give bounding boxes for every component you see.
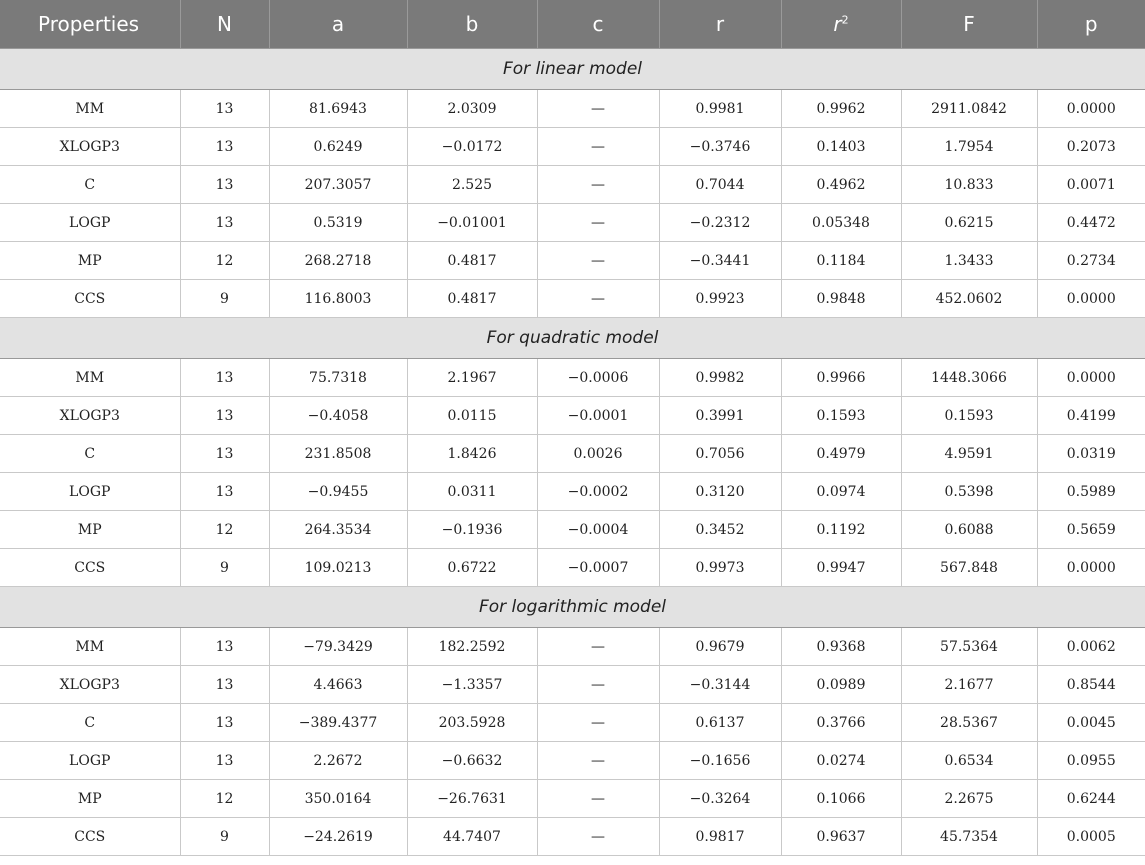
cell-f: 567.848 — [901, 549, 1037, 587]
header-n: N — [180, 0, 269, 49]
cell-r-squared: 0.9637 — [781, 818, 901, 856]
cell-properties: XLOGP3 — [0, 128, 180, 166]
cell-r: 0.9817 — [659, 818, 781, 856]
table-row — [0, 128, 1145, 166]
cell-a: 0.5319 — [269, 204, 407, 242]
cell-f: 28.5367 — [901, 704, 1037, 742]
cell-r: 0.7056 — [659, 435, 781, 473]
cell-r-squared: 0.0974 — [781, 473, 901, 511]
cell-f: 2.1677 — [901, 666, 1037, 704]
cell-c: — — [537, 818, 659, 856]
cell-properties: MP — [0, 242, 180, 280]
cell-c: — — [537, 742, 659, 780]
cell-p: 0.4199 — [1037, 397, 1145, 435]
cell-r: −0.2312 — [659, 204, 781, 242]
cell-b: −0.1936 — [407, 511, 537, 549]
cell-r: 0.9679 — [659, 628, 781, 666]
cell-b: −26.7631 — [407, 780, 537, 818]
cell-p: 0.4472 — [1037, 204, 1145, 242]
cell-r: 0.3120 — [659, 473, 781, 511]
cell-p: 0.0005 — [1037, 818, 1145, 856]
cell-r: 0.9973 — [659, 549, 781, 587]
cell-n: 13 — [180, 204, 269, 242]
cell-properties: LOGP — [0, 473, 180, 511]
cell-c: — — [537, 704, 659, 742]
table-header — [0, 0, 1145, 49]
cell-r: 0.3991 — [659, 397, 781, 435]
cell-b: 203.5928 — [407, 704, 537, 742]
cell-b: 2.0309 — [407, 90, 537, 128]
table-row — [0, 780, 1145, 818]
table-row — [0, 742, 1145, 780]
cell-f: 1.3433 — [901, 242, 1037, 280]
cell-r-squared: 0.1184 — [781, 242, 901, 280]
header-r: r — [659, 0, 781, 49]
cell-f: 1448.3066 — [901, 359, 1037, 397]
cell-a: 231.8508 — [269, 435, 407, 473]
cell-c: — — [537, 242, 659, 280]
cell-r: −0.3264 — [659, 780, 781, 818]
cell-f: 2911.0842 — [901, 90, 1037, 128]
cell-c: −0.0004 — [537, 511, 659, 549]
cell-r: −0.1656 — [659, 742, 781, 780]
cell-c: — — [537, 90, 659, 128]
cell-f: 0.5398 — [901, 473, 1037, 511]
cell-n: 13 — [180, 128, 269, 166]
cell-properties: CCS — [0, 549, 180, 587]
cell-p: 0.8544 — [1037, 666, 1145, 704]
cell-p: 0.0071 — [1037, 166, 1145, 204]
cell-f: 2.2675 — [901, 780, 1037, 818]
cell-a: −0.9455 — [269, 473, 407, 511]
cell-b: 0.0311 — [407, 473, 537, 511]
section-header-row — [0, 49, 1145, 90]
cell-f: 0.6534 — [901, 742, 1037, 780]
cell-c: 0.0026 — [537, 435, 659, 473]
cell-r: 0.6137 — [659, 704, 781, 742]
cell-p: 0.0319 — [1037, 435, 1145, 473]
cell-b: −0.01001 — [407, 204, 537, 242]
cell-a: 264.3534 — [269, 511, 407, 549]
header-properties: Properties — [0, 0, 180, 49]
cell-p: 0.0000 — [1037, 549, 1145, 587]
table-row — [0, 397, 1145, 435]
table-row — [0, 359, 1145, 397]
table-row — [0, 549, 1145, 587]
cell-a: −0.4058 — [269, 397, 407, 435]
cell-b: 2.1967 — [407, 359, 537, 397]
cell-p: 0.5989 — [1037, 473, 1145, 511]
cell-n: 13 — [180, 359, 269, 397]
cell-p: 0.5659 — [1037, 511, 1145, 549]
section-header-row — [0, 318, 1145, 359]
cell-b: 0.4817 — [407, 242, 537, 280]
cell-n: 13 — [180, 166, 269, 204]
cell-r-squared: 0.9368 — [781, 628, 901, 666]
cell-n: 9 — [180, 549, 269, 587]
table-row — [0, 704, 1145, 742]
section-title: For linear model — [0, 49, 1145, 90]
cell-b: −0.0172 — [407, 128, 537, 166]
cell-n: 13 — [180, 628, 269, 666]
cell-a: −24.2619 — [269, 818, 407, 856]
cell-properties: CCS — [0, 818, 180, 856]
cell-a: 2.2672 — [269, 742, 407, 780]
cell-a: 81.6943 — [269, 90, 407, 128]
table-row — [0, 280, 1145, 318]
cell-r-squared: 0.4962 — [781, 166, 901, 204]
cell-r: 0.9982 — [659, 359, 781, 397]
cell-c: — — [537, 280, 659, 318]
section-title: For logarithmic model — [0, 587, 1145, 628]
header-r-squared-symbol: r — [833, 12, 842, 36]
cell-f: 1.7954 — [901, 128, 1037, 166]
cell-c: −0.0006 — [537, 359, 659, 397]
cell-f: 45.7354 — [901, 818, 1037, 856]
section-header-row — [0, 587, 1145, 628]
cell-n: 12 — [180, 511, 269, 549]
cell-c: — — [537, 128, 659, 166]
cell-f: 57.5364 — [901, 628, 1037, 666]
cell-n: 13 — [180, 704, 269, 742]
cell-n: 12 — [180, 780, 269, 818]
cell-p: 0.0062 — [1037, 628, 1145, 666]
cell-b: −1.3357 — [407, 666, 537, 704]
cell-a: 109.0213 — [269, 549, 407, 587]
header-r-squared — [781, 0, 901, 49]
cell-n: 13 — [180, 435, 269, 473]
cell-c: — — [537, 628, 659, 666]
section-title: For quadratic model — [0, 318, 1145, 359]
table-row — [0, 628, 1145, 666]
cell-properties: C — [0, 704, 180, 742]
cell-properties: XLOGP3 — [0, 397, 180, 435]
table-row — [0, 473, 1145, 511]
cell-properties: C — [0, 435, 180, 473]
header-a: a — [269, 0, 407, 49]
cell-p: 0.2734 — [1037, 242, 1145, 280]
cell-a: 268.2718 — [269, 242, 407, 280]
cell-n: 13 — [180, 742, 269, 780]
cell-f: 452.0602 — [901, 280, 1037, 318]
cell-n: 9 — [180, 280, 269, 318]
cell-r: 0.9981 — [659, 90, 781, 128]
table-row — [0, 511, 1145, 549]
cell-properties: MP — [0, 511, 180, 549]
cell-properties: MP — [0, 780, 180, 818]
cell-r-squared: 0.05348 — [781, 204, 901, 242]
cell-a: 116.8003 — [269, 280, 407, 318]
cell-r-squared: 0.4979 — [781, 435, 901, 473]
cell-p: 0.0000 — [1037, 359, 1145, 397]
cell-p: 0.0045 — [1037, 704, 1145, 742]
cell-r-squared: 0.1066 — [781, 780, 901, 818]
cell-f: 0.6215 — [901, 204, 1037, 242]
cell-r-squared: 0.9966 — [781, 359, 901, 397]
table-body — [0, 49, 1145, 856]
header-row — [0, 0, 1145, 49]
cell-c: −0.0007 — [537, 549, 659, 587]
table-row — [0, 242, 1145, 280]
cell-r-squared: 0.1192 — [781, 511, 901, 549]
cell-r-squared: 0.3766 — [781, 704, 901, 742]
cell-a: −389.4377 — [269, 704, 407, 742]
cell-properties: LOGP — [0, 204, 180, 242]
cell-b: 182.2592 — [407, 628, 537, 666]
cell-b: 0.4817 — [407, 280, 537, 318]
cell-r: −0.3144 — [659, 666, 781, 704]
cell-b: 1.8426 — [407, 435, 537, 473]
cell-b: 0.0115 — [407, 397, 537, 435]
cell-r: 0.7044 — [659, 166, 781, 204]
table-row — [0, 435, 1145, 473]
cell-p: 0.6244 — [1037, 780, 1145, 818]
cell-r: −0.3441 — [659, 242, 781, 280]
cell-p: 0.0000 — [1037, 280, 1145, 318]
cell-c: — — [537, 666, 659, 704]
cell-f: 10.833 — [901, 166, 1037, 204]
cell-n: 12 — [180, 242, 269, 280]
cell-r-squared: 0.1403 — [781, 128, 901, 166]
table-row — [0, 166, 1145, 204]
cell-a: 75.7318 — [269, 359, 407, 397]
header-c: c — [537, 0, 659, 49]
cell-p: 0.0955 — [1037, 742, 1145, 780]
table-row — [0, 666, 1145, 704]
cell-f: 0.1593 — [901, 397, 1037, 435]
cell-c: — — [537, 204, 659, 242]
header-p: p — [1037, 0, 1145, 49]
cell-a: 4.4663 — [269, 666, 407, 704]
cell-b: 0.6722 — [407, 549, 537, 587]
cell-c: — — [537, 780, 659, 818]
header-b: b — [407, 0, 537, 49]
cell-c: −0.0001 — [537, 397, 659, 435]
cell-r: −0.3746 — [659, 128, 781, 166]
header-r-squared-exponent: 2 — [841, 13, 849, 27]
cell-n: 13 — [180, 90, 269, 128]
cell-b: 44.7407 — [407, 818, 537, 856]
cell-r-squared: 0.9947 — [781, 549, 901, 587]
cell-c: — — [537, 166, 659, 204]
table-row — [0, 90, 1145, 128]
table-row — [0, 204, 1145, 242]
cell-n: 13 — [180, 473, 269, 511]
cell-properties: MM — [0, 90, 180, 128]
cell-a: −79.3429 — [269, 628, 407, 666]
cell-r-squared: 0.0274 — [781, 742, 901, 780]
cell-p: 0.2073 — [1037, 128, 1145, 166]
cell-r-squared: 0.0989 — [781, 666, 901, 704]
cell-properties: LOGP — [0, 742, 180, 780]
table-row — [0, 818, 1145, 856]
cell-a: 207.3057 — [269, 166, 407, 204]
cell-p: 0.0000 — [1037, 90, 1145, 128]
cell-n: 13 — [180, 397, 269, 435]
cell-r-squared: 0.1593 — [781, 397, 901, 435]
cell-b: −0.6632 — [407, 742, 537, 780]
cell-r-squared: 0.9848 — [781, 280, 901, 318]
cell-a: 0.6249 — [269, 128, 407, 166]
cell-n: 9 — [180, 818, 269, 856]
cell-properties: CCS — [0, 280, 180, 318]
header-f: F — [901, 0, 1037, 49]
cell-properties: XLOGP3 — [0, 666, 180, 704]
cell-r: 0.9923 — [659, 280, 781, 318]
cell-r: 0.3452 — [659, 511, 781, 549]
cell-properties: MM — [0, 628, 180, 666]
cell-b: 2.525 — [407, 166, 537, 204]
cell-properties: C — [0, 166, 180, 204]
cell-n: 13 — [180, 666, 269, 704]
cell-f: 4.9591 — [901, 435, 1037, 473]
cell-f: 0.6088 — [901, 511, 1037, 549]
cell-a: 350.0164 — [269, 780, 407, 818]
cell-c: −0.0002 — [537, 473, 659, 511]
cell-properties: MM — [0, 359, 180, 397]
cell-r-squared: 0.9962 — [781, 90, 901, 128]
